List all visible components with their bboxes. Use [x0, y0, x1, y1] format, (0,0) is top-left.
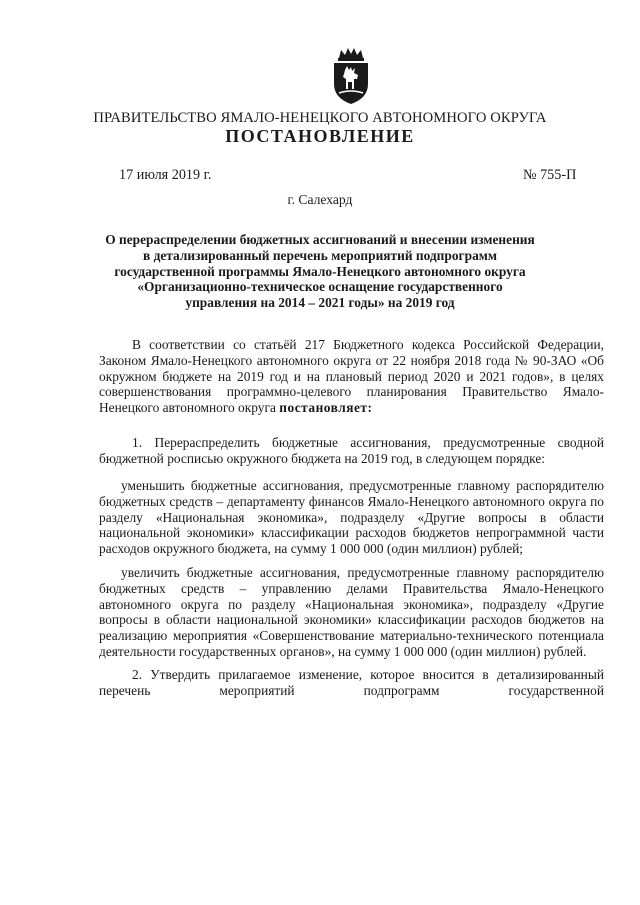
- subject-line: «Организационно-техническое оснащение государственного: [137, 279, 503, 295]
- document-city: г. Салехард: [287, 192, 353, 207]
- preamble-paragraph: [99, 337, 604, 416]
- document-type: ПОСТАНОВЛЕНИЕ: [225, 126, 415, 146]
- document-number: № 755-П: [523, 167, 577, 183]
- subject-line: О перераспределении бюджетных ассигнований и внесении изменения: [105, 232, 535, 247]
- item-1-decrease-text: уменьшить бюджетные ассигнования, предусмотренные главному распорядителю бюджетных средств – департаменту финансов Ямало-Ненецкого автономного округа по разделу «Национальная экономика», подразделу «Другие вопросы в области национальной экономики» классификации расходов бюджетов непрограммной части расходов окружного бюджета, на сумму 1 000 000 (один миллион) рублей;: [99, 478, 604, 557]
- coat-of-arms-emblem-icon: [329, 46, 373, 106]
- decree-word: постановляет:: [279, 400, 373, 416]
- government-title: ПРАВИТЕЛЬСТВО ЯМАЛО-НЕНЕЦКОГО АВТОНОМНОГО ОКРУГА: [93, 110, 547, 126]
- item-2-text: 2. Утвердить прилагаемое изменение, которое вносится в детализированный перечень мероприятий подпрограмм государственной: [99, 667, 604, 698]
- item-1-paragraph: [99, 435, 604, 467]
- preamble-text: В соответствии со статьёй 217 Бюджетного кодекса Российской Федерации, Законом Ямало-Ненецкого автономного округа от 22 ноября 2018 года № 90-ЗАО «Об окружном бюджете на 2019 год и на плановый период 2020 и 2021 годов», в целях совершенствования программно-целевого планирования Правительство Ямало-Ненецкого автономного округа: [99, 337, 604, 416]
- document-date: 17 июля 2019 г.: [119, 167, 212, 183]
- subject-line: управления на 2014 – 2021 годы» на 2019 год: [185, 295, 455, 311]
- item-2-paragraph: [99, 667, 604, 699]
- item-1-text: 1. Перераспределить бюджетные ассигнования, предусмотренные сводной бюджетной росписью окружного бюджета на 2019 год, в следующем порядке:: [99, 435, 604, 466]
- subject-line: государственной программы Ямало-Ненецкого автономного округа: [114, 263, 526, 279]
- item-1-increase-text: увеличить бюджетные ассигнования, предусмотренные главному распорядителю бюджетных средств – управлению делами Правительства Ямало-Ненецкого автономного округа по разделу «Национальная экономика», подразделу «Другие вопросы в области национальной экономики» классификации расходов бюджетов на реализацию мероприятия «Совершенствование материально-технического потенциала деятельности государственных органов», на сумму 1 000 000 (один миллион) рублей.: [99, 565, 604, 659]
- document-subject: [90, 232, 550, 311]
- item-1-decrease-paragraph: [99, 478, 604, 557]
- item-1-increase-paragraph: [99, 565, 604, 660]
- subject-line: в детализированный перечень мероприятий подпрограмм: [142, 247, 498, 263]
